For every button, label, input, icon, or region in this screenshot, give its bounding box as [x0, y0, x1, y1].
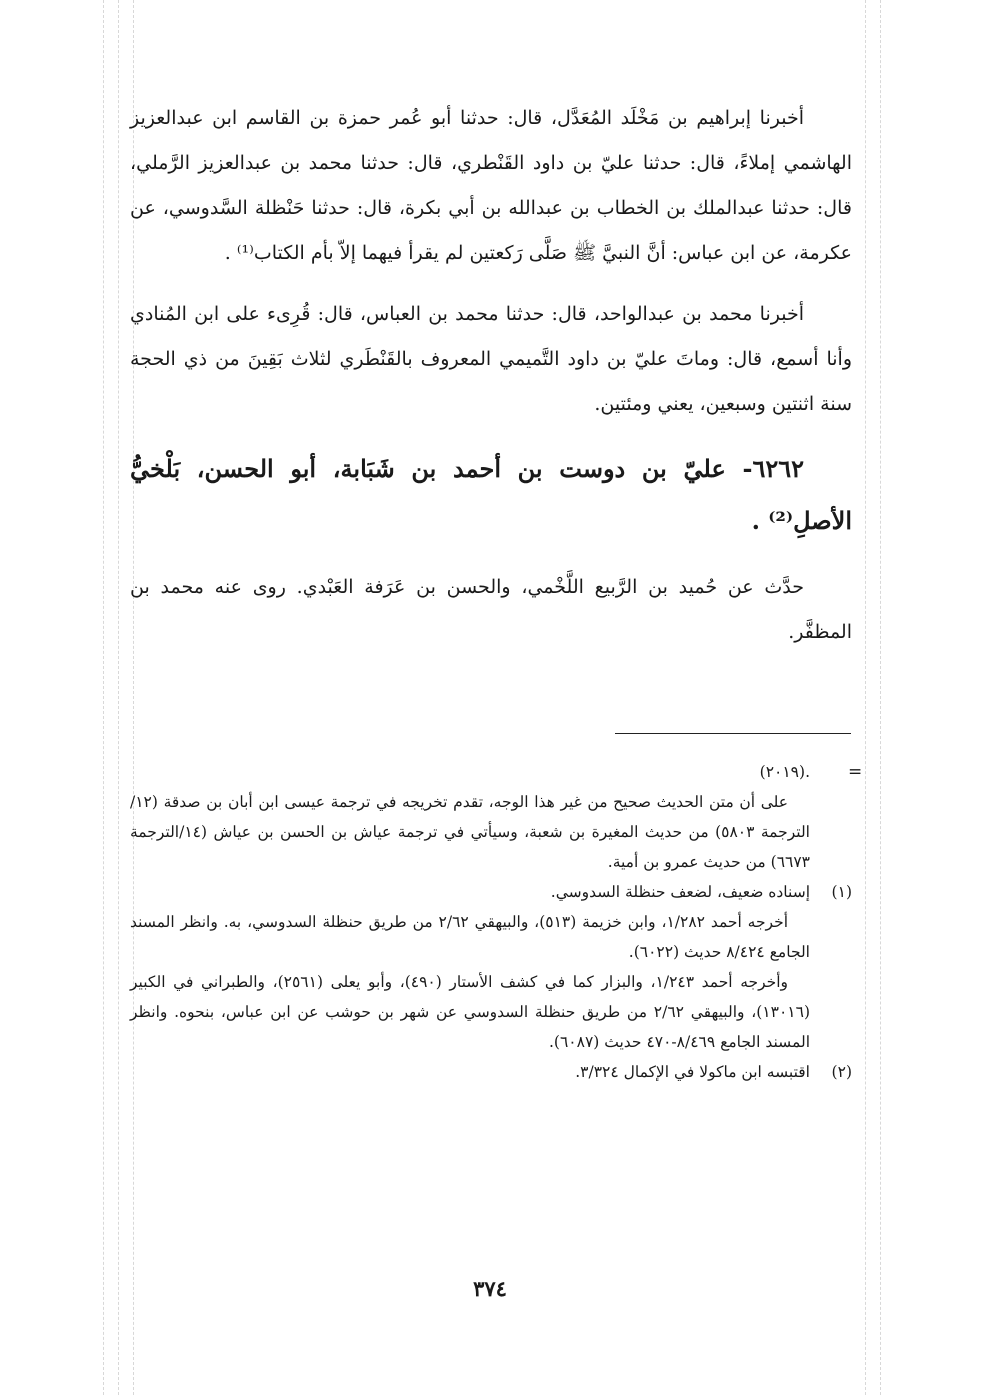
scan-margin-line: [118, 0, 120, 1395]
biography-paragraph: حدَّث عن حُميد بن الرَّبيع اللَّخْمي، والحسن بن عَرَفة العَبْدي. روى عنه محمد بن المظفَّر.: [130, 576, 852, 643]
footnote-line: على أن متن الحديث صحيح من غير هذا الوجه، تقدم تخريجه في ترجمة عيسى ابن أبان بن صدقة (١٢/الترجمة ٥٨٠٣) من حديث المغيرة بن شعبة، وسيأتي في ترجمة عياش بن الحسن بن عياش (١٤/الترجمة ٦٦٧٣) من حديث عمرو بن أمية.: [130, 793, 810, 871]
footnote-continuation-mark: =: [848, 762, 863, 782]
death-report-paragraph: أخبرنا محمد بن عبدالواحد، قال: حدثنا محمد بن العباس، قال: قُرِىء على ابن المُنادي وأنا أسمع، قال: وماتَ عليّ بن داود التَّميمي المعروف بالقَنْطَري لثلاث بَقِينَ من ذي الحجة سنة اثنتين وسبعين، يعني ومئتين.: [130, 303, 852, 415]
footnote-1: [130, 877, 852, 1057]
footnote-divider: [615, 733, 851, 734]
footnotes: [130, 757, 852, 1087]
footnote-2: [130, 1057, 852, 1087]
hadith-paragraph: أخبرنا إبراهيم بن مَخْلَد المُعَدَّل، قال: حدثنا أبو عُمر حمزة بن القاسم ابن عبدالعزيز الهاشمي إملاءً، قال: حدثنا عليّ بن داود القَنْطري، قال: حدثنا محمد بن عبدالعزيز الرَّملي، قال: حدثنا عبدالملك بن الخطاب بن عبدالله بن أبي بكرة، قال: حدثنا حَنْظلة السَّدوسي، عن عكرمة، عن ابن عباس: أنَّ النبيَّ ﷺ صَلَّى رَكعتين لم يقرأ فيهما إلاّ بأم الكتاب⁽¹⁾ .: [130, 107, 852, 264]
footnote-line: أخرجه أحمد ١/٢٨٢، وابن خزيمة (٥١٣)، والبيهقي ٢/٦٢ من طريق حنظلة السدوسي، به. وانظر المسند الجامع ٨/٤٢٤ حديث (٦٠٢٢).: [130, 913, 810, 961]
page-number: ٣٧٤: [473, 1276, 507, 1301]
footnote-number: (٢): [831, 1063, 852, 1081]
scan-margin-line: [103, 0, 105, 1395]
entry-heading: ٦٢٦٢- عليّ بن دوست بن أحمد بن شَبَابة، أبو الحسن، بَلْخيُّ الأصلِ⁽²⁾ .: [130, 454, 852, 535]
scan-margin-line: [880, 0, 882, 1395]
footnote-line: إسناده ضعيف، لضعف حنظلة السدوسي.: [550, 883, 810, 901]
footnote-line: وأخرجه أحمد ١/٢٤٣، والبزار كما في كشف الأستار (٤٩٠)، وأبو يعلى (٢٥٦١)، والطبراني في الكبير (١٣٠١٦)، والبيهقي ٢/٦٢ من طريق حنظلة السدوسي عن شهر بن حوشب عن ابن عباس، بنحوه. وانظر المسند الجامع ٨/٤٦٩-٤٧٠ حديث (٦٠٨٧).: [130, 973, 810, 1051]
footnote-line: اقتبسه ابن ماكولا في الإكمال ٣/٣٢٤.: [575, 1063, 810, 1081]
footnote-number: (١): [831, 883, 852, 901]
footnote-continued: [130, 757, 852, 877]
footnote-line: .(٢٠١٩): [759, 763, 810, 781]
main-text: [130, 96, 852, 671]
scan-margin-line: [865, 0, 867, 1395]
